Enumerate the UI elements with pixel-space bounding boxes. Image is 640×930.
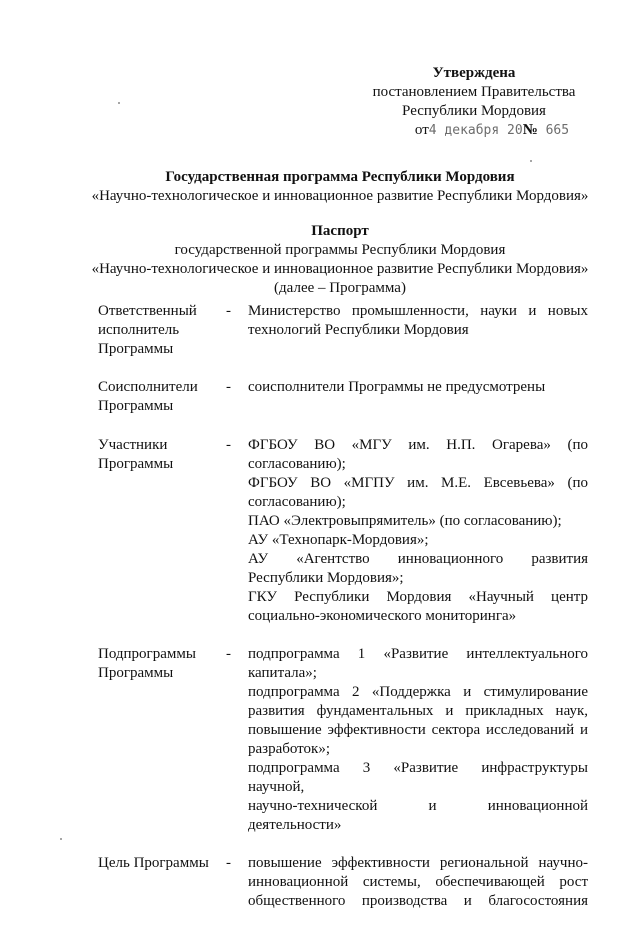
- row-label: Ответственный исполнитель Программы: [98, 303, 197, 357]
- date-handwritten: 4 декабря 20: [428, 123, 523, 138]
- date-prefix: от: [414, 122, 429, 138]
- row-dash: -: [226, 437, 231, 453]
- speck-mark: [118, 102, 120, 104]
- approval-date-line: [360, 121, 588, 140]
- passport-row-coexecutors: [98, 378, 588, 416]
- program-title-line: Государственная программа Республики Мордовия: [165, 169, 515, 185]
- speck-mark: [60, 838, 62, 840]
- row-label: Соисполнители Программы: [98, 379, 198, 414]
- row-value: ФГБОУ ВО «МГУ им. Н.П. Огарева» (по согласованию); ФГБОУ ВО «МГПУ им. М.Е. Евсевьева» (по согласованию); ПАО «Электровыпрямитель» (по согласованию); АУ «Технопарк-Мордовия»; АУ «Агентство инновационного развития Республики Мордовия»; ГКУ Республики Мордовия «Научный центр социально-экономического мониторинга»: [248, 437, 588, 624]
- program-title: [60, 168, 620, 206]
- approval-line: постановлением Правительства: [372, 84, 576, 100]
- passport-subtitle-line: государственной программы Республики Мордовия: [174, 242, 506, 258]
- passport-row-responsible: [98, 302, 588, 359]
- speck-mark: [530, 160, 532, 162]
- row-value: подпрограмма 1 «Развитие интеллектуального капитала»; подпрограмма 2 «Поддержка и стимулирование развития фундаментальных и прикладных наук, повышение эффективности сектора исследований и разработок»; подпрограмма 3 «Развитие инфраструктуры научной, научно-технической и инновационной деятельности»: [248, 646, 588, 833]
- passport-row-participants: [98, 436, 588, 626]
- row-label: Участники Программы: [98, 437, 174, 472]
- passport-heading: Паспорт: [311, 223, 369, 239]
- row-dash: -: [226, 303, 231, 319]
- passport-row-goal: [98, 854, 588, 911]
- passport-row-subprograms: [98, 645, 588, 835]
- program-title-line: «Научно-технологическое и инновационное развитие Республики Мордовия»: [91, 188, 589, 204]
- passport-table: [98, 302, 588, 930]
- number-sign: №: [522, 122, 538, 138]
- row-value: Министерство промышленности, науки и новых технологий Республики Мордовия: [248, 303, 588, 338]
- row-value: соисполнители Программы не предусмотрены: [248, 379, 546, 395]
- approval-line: Республики Мордовия: [402, 103, 546, 119]
- passport-subtitle-line: (далее – Программа): [274, 280, 406, 296]
- approval-stamp: [360, 64, 588, 140]
- passport-subtitle-line: «Научно-технологическое и инновационное развитие Республики Мордовия»: [91, 261, 589, 277]
- row-dash: -: [226, 855, 231, 871]
- row-dash: -: [226, 379, 231, 395]
- row-label: Подпрограммы Программы: [98, 646, 196, 681]
- row-value: повышение эффективности региональной научно- инновационной системы, обеспечивающей рост общественного производства и благосостояния: [248, 855, 588, 909]
- passport-title: [60, 222, 620, 298]
- approval-title: Утверждена: [432, 65, 516, 81]
- row-label: Цель Программы: [98, 855, 209, 871]
- row-dash: -: [226, 646, 231, 662]
- number-handwritten: 665: [537, 123, 570, 138]
